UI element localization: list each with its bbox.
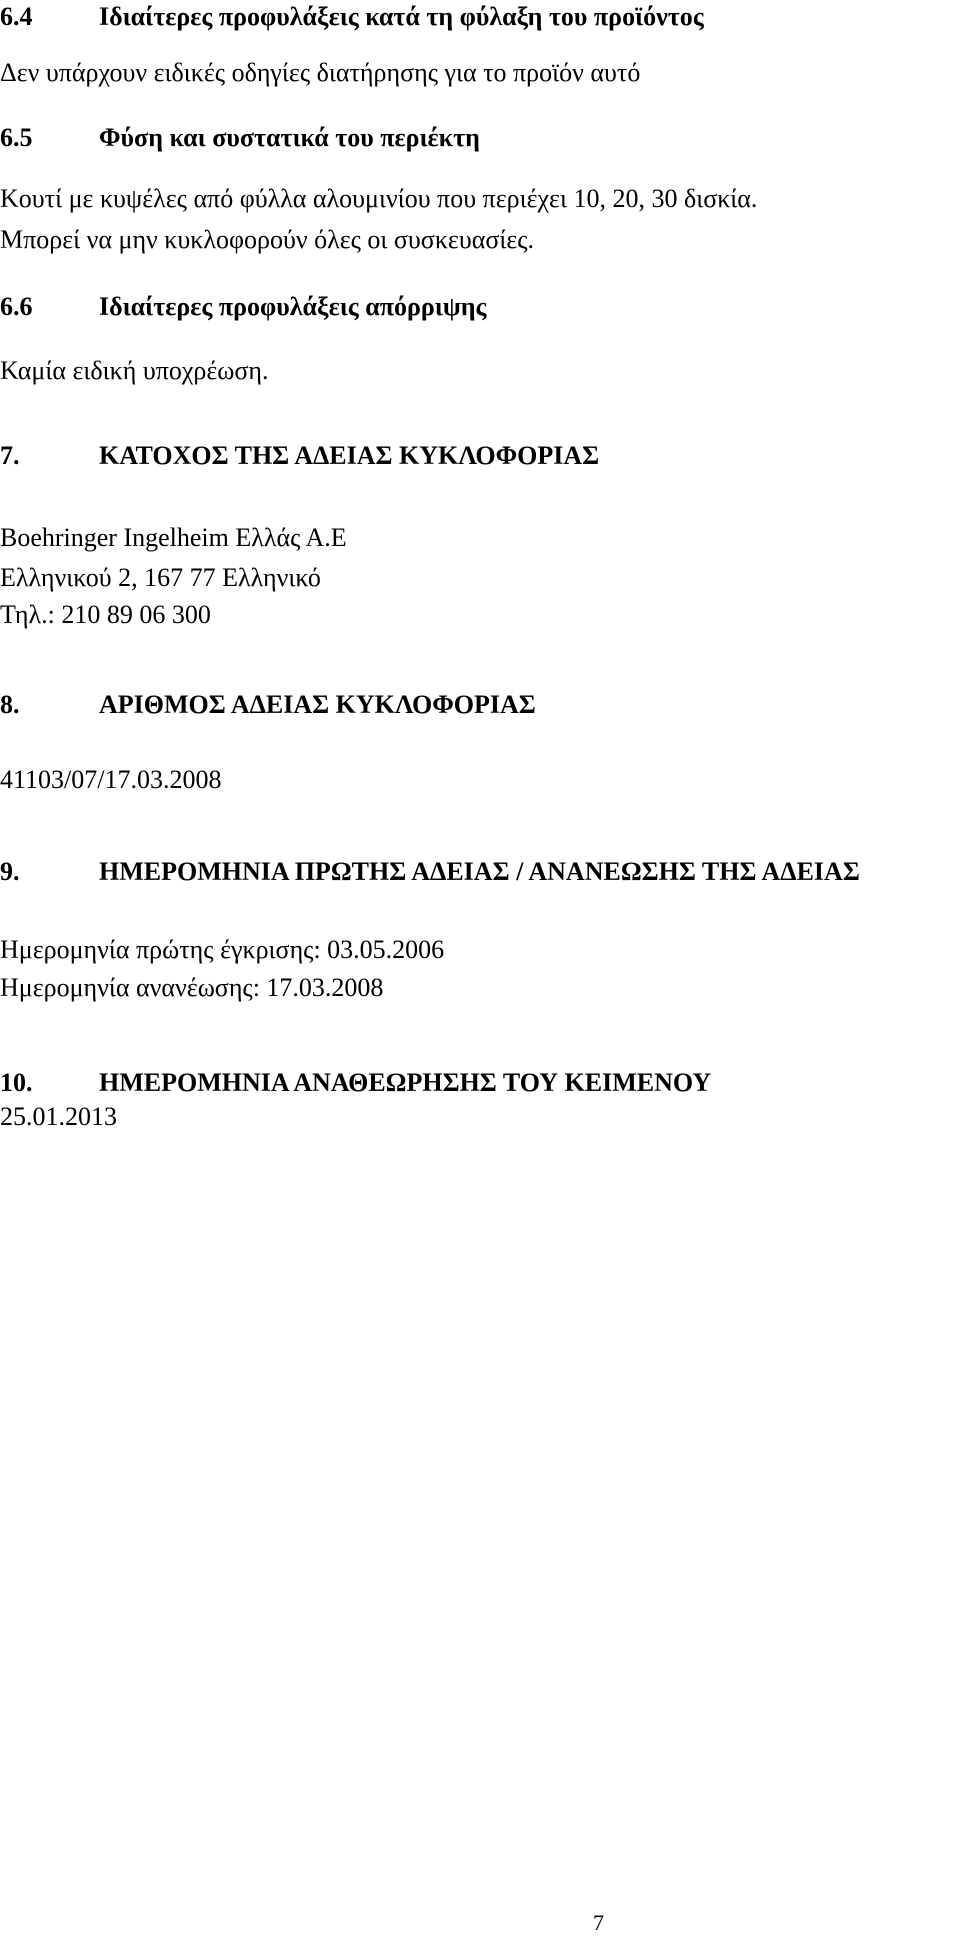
body-line: Μπορεί να μην κυκλοφορούν όλες οι συσκευασίες. (0, 225, 535, 254)
body-line: Τηλ.: 210 89 06 300 (0, 600, 211, 629)
section-number: 10. (0, 1068, 33, 1097)
section-title: ΑΡΙΘΜΟΣ ΑΔΕΙΑΣ ΚΥΚΛΟΦΟΡΙΑΣ (99, 690, 536, 719)
section-number: 7. (0, 441, 20, 470)
section-number: 6.6 (0, 292, 33, 321)
section-number: 9. (0, 857, 20, 886)
section-number: 6.4 (0, 2, 33, 31)
body-line: 25.01.2013 (0, 1102, 117, 1131)
body-line: Ημερομηνία ανανέωσης: 17.03.2008 (0, 973, 384, 1002)
body-line: Boehringer Ingelheim Ελλάς Α.Ε (0, 523, 347, 552)
section-title: Φύση και συστατικά του περιέκτη (99, 123, 480, 152)
page-number: 7 (593, 1910, 604, 1935)
section-title: ΗΜΕΡΟΜΗΝΙΑ ΑΝΑΘΕΩΡΗΣΗΣ ΤΟΥ ΚΕΙΜΕΝΟΥ (99, 1068, 712, 1097)
body-line: Ελληνικού 2, 167 77 Ελληνικό (0, 563, 321, 592)
section-number: 8. (0, 690, 20, 719)
body-line: Ημερομηνία πρώτης έγκρισης: 03.05.2006 (0, 935, 445, 964)
body-line: 41103/07/17.03.2008 (0, 765, 222, 794)
section-title: Ιδιαίτερες προφυλάξεις απόρριψης (99, 292, 487, 321)
section-number: 6.5 (0, 123, 33, 152)
section-title: ΗΜΕΡΟΜΗΝΙΑ ΠΡΩΤΗΣ ΑΔΕΙΑΣ / ΑΝΑΝΕΩΣΗΣ ΤΗΣ ΑΔΕΙΑΣ (99, 857, 860, 886)
body-line: Κουτί με κυψέλες από φύλλα αλουμινίου που περιέχει 10, 20, 30 δισκία. (0, 184, 758, 213)
section-title: ΚΑΤΟΧΟΣ ΤΗΣ ΑΔΕΙΑΣ ΚΥΚΛΟΦΟΡΙΑΣ (99, 441, 600, 470)
section-title: Ιδιαίτερες προφυλάξεις κατά τη φύλαξη του προϊόντος (99, 2, 704, 31)
body-line: Καμία ειδική υποχρέωση. (0, 356, 269, 385)
body-line: Δεν υπάρχουν ειδικές οδηγίες διατήρησης για το προϊόν αυτό (0, 58, 641, 87)
